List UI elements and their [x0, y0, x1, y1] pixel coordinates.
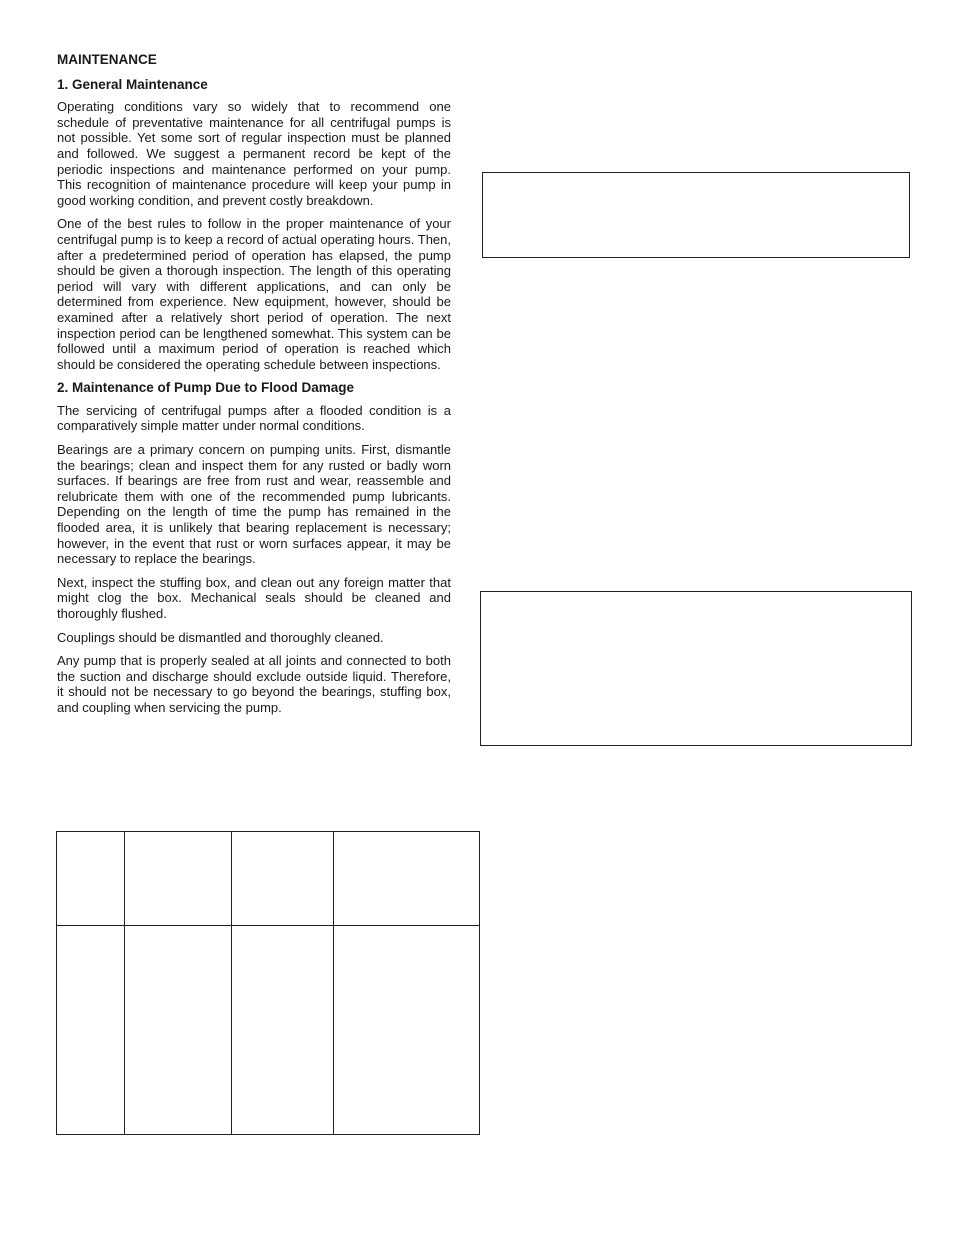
paragraph: Bearings are a primary concern on pumping units. First, dismantle the bearings; clean and inspect them for any rusted or badly worn surfaces. If bearings are free from rust and wear, reassemble and relubricate them with one of the recommended pump lubricants. Depending on the length of time the pump has remained in the flooded area, it is unlikely that bearing replacement is necessary; however, in the event that rust or worn surfaces appear, it may be necessary to replace the bearings. — [57, 442, 451, 567]
paragraph: Next, inspect the stuffing box, and clean out any foreign matter that might clog the box. Mechanical seals should be cleaned and thoroughly flushed. — [57, 574, 451, 621]
table-column-divider — [231, 832, 232, 1134]
table-header-divider — [57, 925, 479, 926]
table-column-divider — [333, 832, 334, 1134]
section-heading-flood-damage: 2. Maintenance of Pump Due to Flood Damage — [57, 380, 355, 396]
paragraph: One of the best rules to follow in the proper maintenance of your centrifugal pump is to keep a record of actual operating hours. Then, after a predetermined period of operation has elapsed, the pump should be given a thorough inspection. The length of this operating period will vary with different applications, and can only be determined from experience. New equipment, however, should be examined after a relatively short period of operation. The next inspection period can be lengthened somewhat. This system can be followed until a maximum period of operation is reached which should be considered the operating schedule between inspections. — [57, 216, 451, 372]
empty-maintenance-table — [56, 831, 480, 1135]
empty-notice-box-bottom — [480, 591, 912, 746]
maintenance-column — [57, 52, 451, 724]
page-title: MAINTENANCE — [57, 52, 157, 67]
paragraph: Operating conditions vary so widely that to recommend one schedule of preventative maintenance for all centrifugal pumps is not possible. Yet some sort of regular inspection must be planned and followed. We suggest a permanent record be kept of the periodic inspections and maintenance performed on your pump. This recognition of maintenance procedure will keep your pump in good working condition, and prevent costly breakdown. — [57, 99, 451, 208]
paragraph: Couplings should be dismantled and thoroughly cleaned. — [57, 629, 384, 645]
table-column-divider — [124, 832, 125, 1134]
paragraph: Any pump that is properly sealed at all joints and connected to both the suction and discharge should exclude outside liquid. Therefore, it should not be necessary to go beyond the bearings, stuffing box, and coupling when servicing the pump. — [57, 653, 451, 715]
empty-notice-box-top — [482, 172, 910, 258]
paragraph: The servicing of centrifugal pumps after a flooded condition is a comparatively simple matter under normal conditions. — [57, 402, 451, 434]
section-heading-general-maintenance: 1. General Maintenance — [57, 76, 208, 92]
